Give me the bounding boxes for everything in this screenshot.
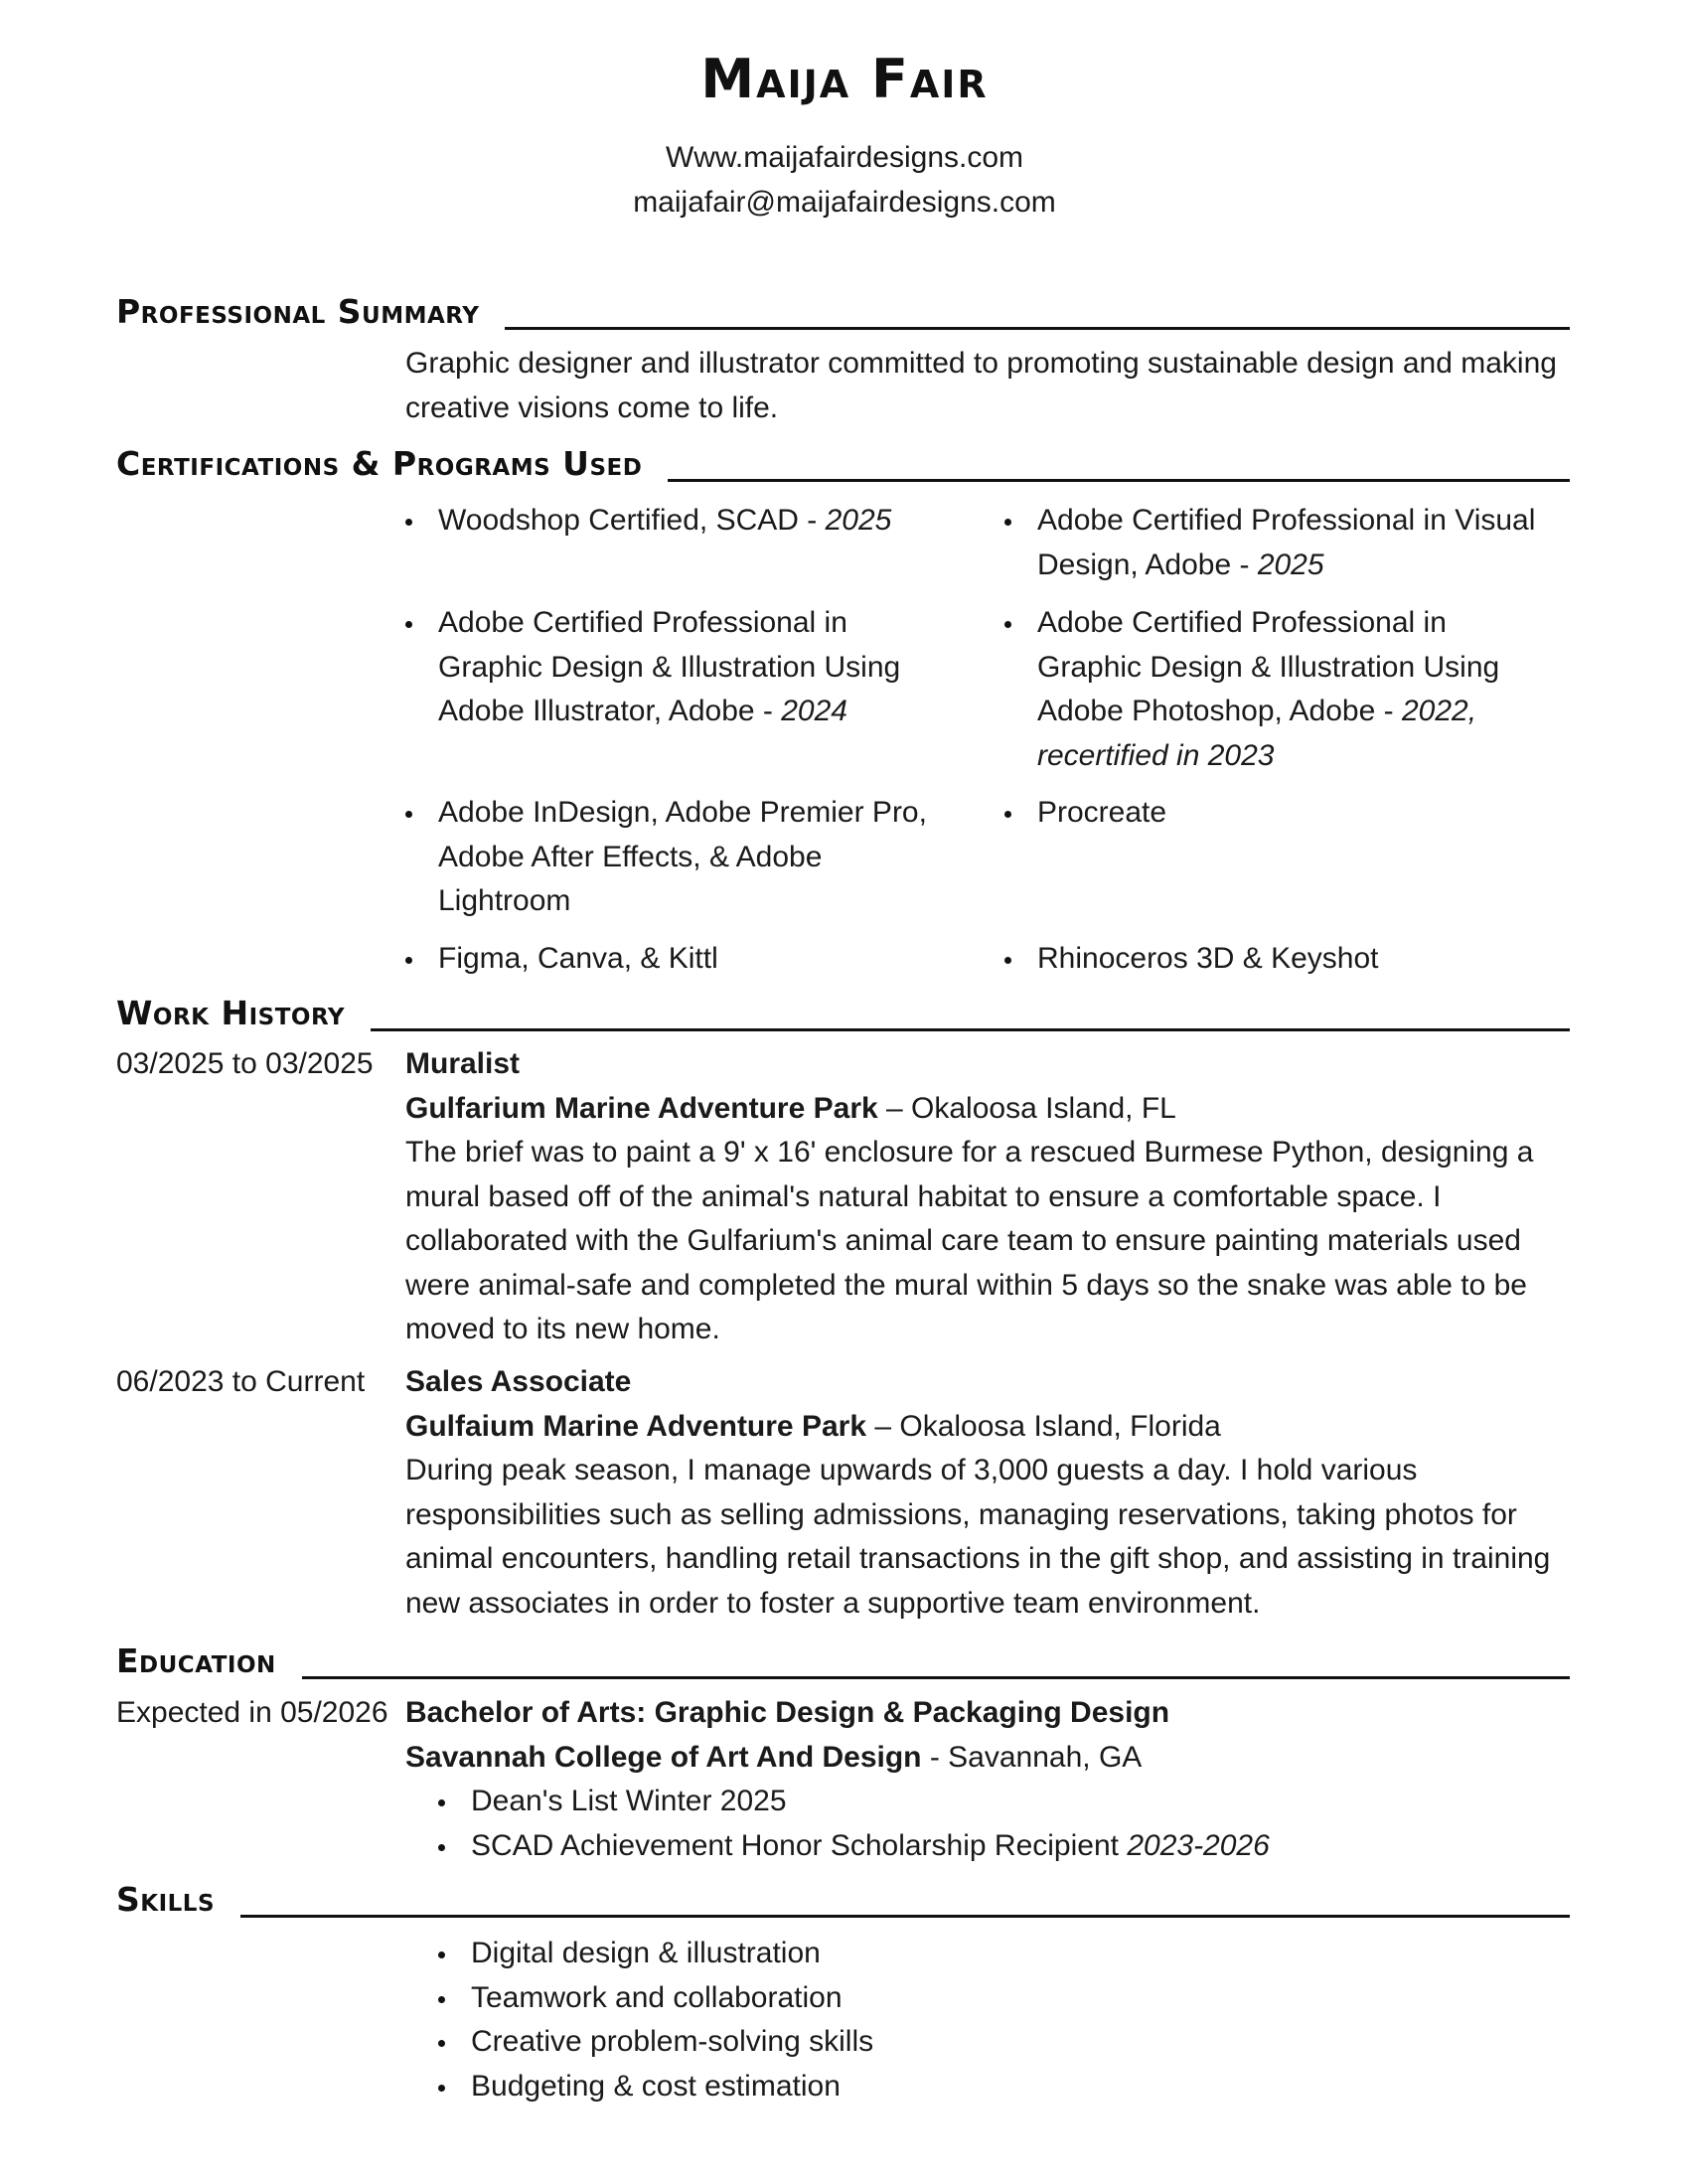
honor-item: SCAD Achievement Honor Scholarship Recipient 2023-2026 — [471, 1824, 1578, 1869]
cert-item: Adobe Certified Professional in Visual Design, Adobe - 2025 — [1037, 499, 1574, 587]
section-rule — [668, 479, 1570, 482]
skill-item: Digital design & illustration — [471, 1932, 1564, 1976]
employer-line: Gulfaium Marine Adventure Park – Okaloosa Island, Florida — [405, 1409, 1221, 1443]
work-entry — [405, 1360, 1578, 1626]
section-skills — [116, 1878, 1570, 1918]
section-title: Work History — [116, 994, 346, 1032]
school-line: Savannah College of Art And Design - Savannah, GA — [405, 1740, 1143, 1774]
candidate-name: Maija Fair — [700, 48, 989, 110]
cert-item: Procreate — [1037, 791, 1544, 836]
work-entry — [405, 1042, 1578, 1352]
section-professional-summary — [116, 290, 1570, 330]
section-work-history — [116, 992, 1570, 1031]
cert-item: Adobe InDesign, Adobe Premier Pro, Adobe After Effects, & Adobe Lightroom — [438, 791, 955, 924]
section-rule — [302, 1676, 1570, 1679]
section-title: Skills — [116, 1880, 216, 1919]
skill-item: Creative problem-solving skills — [471, 2020, 1564, 2065]
section-education — [116, 1639, 1570, 1679]
cert-item: Adobe Certified Professional in Graphic Design & Illustration Using Adobe Photoshop, Adobe - 2022, recertified in 2023 — [1037, 601, 1544, 778]
cert-item: Woodshop Certified, SCAD - 2025 — [438, 499, 965, 544]
email: maijafair@maijafairdesigns.com — [633, 186, 1056, 219]
cert-item: Rhinoceros 3D & Keyshot — [1037, 937, 1544, 982]
section-title: Certifications & Programs Used — [116, 444, 643, 483]
employer-line: Gulfarium Marine Adventure Park – Okaloosa Island, FL — [405, 1091, 1176, 1125]
work-dates: 03/2025 to 03/2025 — [116, 1047, 374, 1080]
work-dates: 06/2023 to Current — [116, 1365, 366, 1398]
job-title: Sales Associate — [405, 1365, 632, 1398]
honors-list — [471, 1780, 1578, 1868]
degree-line: Bachelor of Arts: Graphic Design & Packaging Design — [405, 1696, 1170, 1729]
section-rule — [240, 1915, 1570, 1918]
cert-item: Adobe Certified Professional in Graphic Design & Illustration Using Adobe Illustrator, Adobe - 2024 — [438, 601, 955, 734]
section-certifications — [116, 442, 1570, 482]
job-description: The brief was to paint a 9' x 16' enclosure for a rescued Burmese Python, designing a mural based off of the animal's natural habitat to ensure a comfortable space. I collaborated with the Gulfarium's animal care team to ensure painting materials used were animal-safe and completed the mural within 5 days so the snake was able to be moved to its new home. — [405, 1136, 1534, 1345]
section-rule — [505, 327, 1570, 330]
education-dates: Expected in 05/2026 — [116, 1696, 388, 1729]
job-description: During peak season, I manage upwards of 3,000 guests a day. I hold various responsibilities such as selling admissions, managing reservations, taking photos for animal encounters, handling retail transactions in the gift shop, and assisting in training new associates in order to foster a supportive team environment. — [405, 1454, 1551, 1620]
section-rule — [371, 1028, 1570, 1031]
section-title: Professional Summary — [116, 292, 480, 331]
skill-item: Teamwork and collaboration — [471, 1976, 1564, 2021]
website: Www.maijafairdesigns.com — [665, 141, 1024, 174]
summary-text: Graphic designer and illustrator committed to promoting sustainable design and making creative visions come to life. — [405, 347, 1557, 424]
skills-block — [471, 1932, 1564, 2108]
skill-item: Budgeting & cost estimation — [471, 2065, 1564, 2109]
honor-item: Dean's List Winter 2025 — [471, 1780, 1578, 1824]
education-entry — [405, 1691, 1578, 1868]
section-title: Education — [116, 1641, 276, 1680]
skills-list — [471, 1932, 1564, 2108]
job-title: Muralist — [405, 1047, 521, 1080]
cert-item: Figma, Canva, & Kittl — [438, 937, 955, 982]
